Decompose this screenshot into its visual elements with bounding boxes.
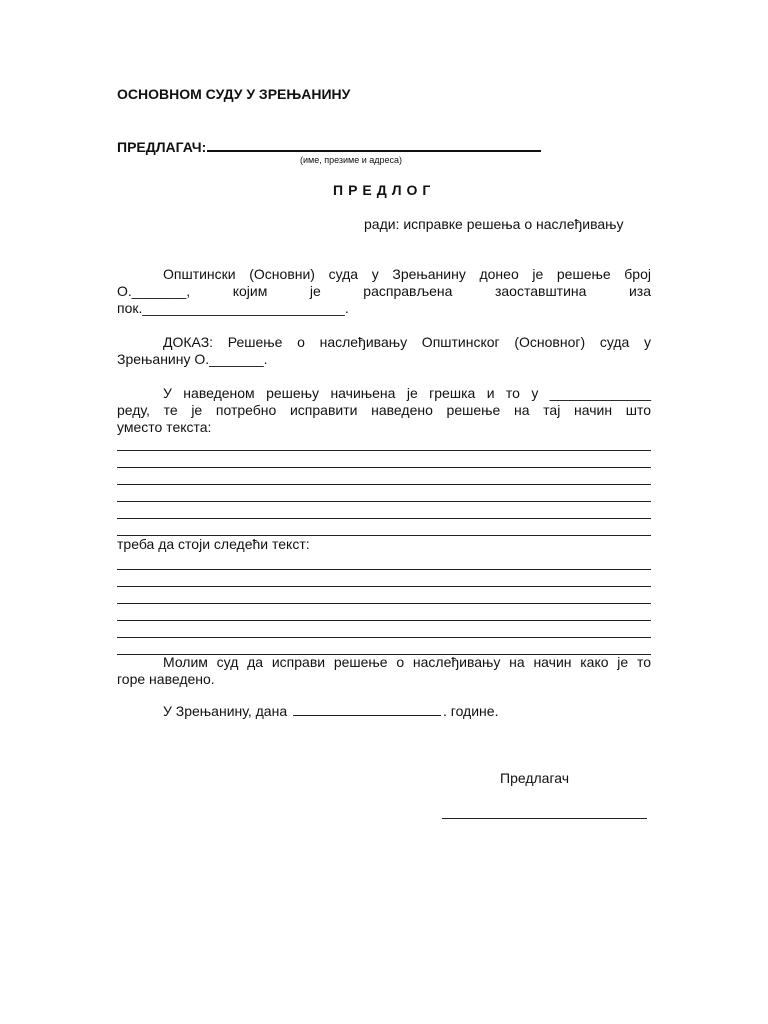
blank-line xyxy=(117,502,651,519)
court-heading: ОСНОВНОМ СУДУ У ЗРЕЊАНИНУ xyxy=(117,86,351,102)
wrong-text-blank-lines xyxy=(117,434,651,536)
signer-label: Предлагач xyxy=(500,770,570,786)
paragraph-line: горе наведено. xyxy=(117,671,215,687)
paragraph-line: треба да стоји следећи текст: xyxy=(117,536,310,552)
blank-line xyxy=(117,570,651,587)
paragraph-line: ДОКАЗ: Решење о наслеђивању Општинског (Основног) суда у xyxy=(163,334,651,350)
regarding-line: ради: исправке решења о наслеђивању xyxy=(364,216,624,232)
blank-line xyxy=(117,553,651,570)
proposer-field xyxy=(117,139,541,155)
place-suffix: . године. xyxy=(443,703,499,719)
paragraph-line: уместо текста: xyxy=(117,419,212,435)
correct-text-blank-lines xyxy=(117,553,651,655)
blank-line xyxy=(117,621,651,638)
blank-line xyxy=(117,468,651,485)
paragraph-evidence xyxy=(117,334,651,368)
document-title: ПРЕДЛОГ xyxy=(333,182,436,198)
paragraph-line: пок.__________________________. xyxy=(117,300,349,316)
paragraph-decision xyxy=(117,266,651,317)
paragraph-line: Зрењанину О._______. xyxy=(117,351,268,367)
paragraph-request xyxy=(117,654,651,688)
place-prefix: У Зрењанину, дана xyxy=(163,703,288,719)
proposer-label: ПРЕДЛАГАЧ: xyxy=(117,139,207,155)
date-blank xyxy=(293,703,441,716)
blank-line xyxy=(117,587,651,604)
proposer-blank-line xyxy=(207,150,541,152)
blank-line xyxy=(117,485,651,502)
blank-line xyxy=(117,638,651,655)
blank-line xyxy=(117,451,651,468)
paragraph-line: О._______, којим је расправљена заоставштина иза xyxy=(117,283,651,299)
signature-line xyxy=(442,817,647,819)
blank-line xyxy=(117,519,651,536)
proposer-hint: (име, презиме и адреса) xyxy=(300,155,403,165)
blank-line xyxy=(117,434,651,451)
place-date-line xyxy=(163,703,498,719)
blank-line xyxy=(117,604,651,621)
paragraph-line: Општински (Основни) суда у Зрењанину донео је решење број xyxy=(163,266,651,282)
paragraph-line: У наведеном решењу начињена је грешка и то у _____________ xyxy=(163,385,651,401)
paragraph-error xyxy=(117,385,651,436)
paragraph-line: Молим суд да исправи решење о наслеђивању на начин како је то xyxy=(163,654,651,670)
paragraph-correct-label xyxy=(117,536,651,553)
paragraph-line: реду, те је потребно исправити наведено решење на тај начин што xyxy=(117,402,651,418)
